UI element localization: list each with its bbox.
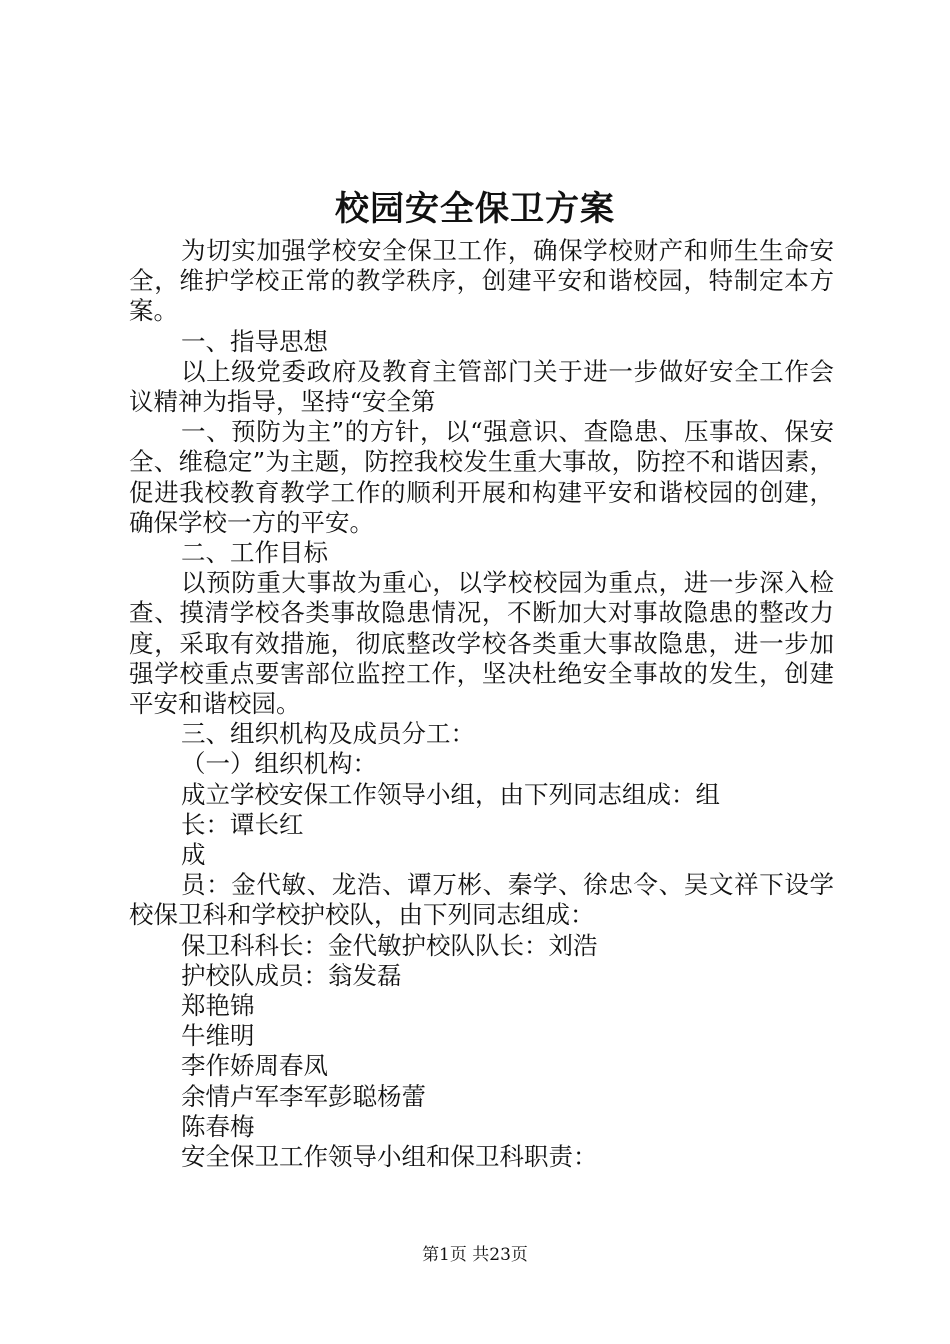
paragraph-member-name: 李作娇周春凤 [181,1051,328,1081]
paragraph-leadership-group: 成立学校安保工作领导小组，由下列同志组成：组 [181,779,720,809]
paragraph-members-label: 成 [181,840,206,870]
paragraph-guiding-policy: 一、预防为主”的方针，以“强意识、查隐患、压事故、保安全、维稳定”为主题，防控我校发生重大事故，防控不和谐因素，促进我校教育教学工作的顺利开展和构建平安和谐校园的创建，确保学校一方的平安。 [129,417,834,537]
document-body [129,236,834,1172]
paragraph-member-name: 郑艳锦 [181,991,255,1021]
paragraph-work-goals: 以预防重大事故为重心，以学校校园为重点，进一步深入检查、摸清学校各类事故隐患情况，不断加大对事故隐患的整改力度，采取有效措施，彻底整改学校各类重大事故隐患，进一步加强学校重点要害部位监控工作，坚决杜绝安全事故的发生，创建平安和谐校园。 [129,568,834,719]
paragraph-member-name: 陈春梅 [181,1111,255,1141]
page-number-footer: 第1页 共23页 [422,1245,528,1265]
section-heading-work-goals: 二、工作目标 [181,538,328,568]
paragraph-group-leader: 长：谭长红 [181,809,304,839]
paragraph-intro: 为切实加强学校安全保卫工作，确保学校财产和师生生命安全，维护学校正常的教学秩序，创建平安和谐校园，特制定本方案。 [129,236,834,326]
paragraph-duties-heading: 安全保卫工作领导小组和保卫科职责： [181,1142,598,1172]
section-heading-guiding-ideology: 一、指导思想 [181,326,328,356]
paragraph-member-name: 牛维明 [181,1021,255,1051]
document-title: 校园安全保卫方案 [335,189,615,229]
paragraph-guiding-ideology: 以上级党委政府及教育主管部门关于进一步做好安全工作会议精神为指导，坚持“安全第 [129,356,834,417]
subsection-heading-organization: （一）组织机构： [181,749,377,779]
paragraph-members-list: 员：金代敏、龙浩、谭万彬、秦学、徐忠令、吴文祥下设学校保卫科和学校护校队，由下列同志组成： [129,870,834,930]
paragraph-security-chief: 保卫科科长：金代敏护校队队长：刘浩 [181,930,598,960]
paragraph-member-name: 余情卢军李军彭聪杨蕾 [181,1081,426,1111]
paragraph-patrol-members: 护校队成员：翁发磊 [181,960,402,990]
section-heading-organization: 三、组织机构及成员分工： [181,719,475,749]
